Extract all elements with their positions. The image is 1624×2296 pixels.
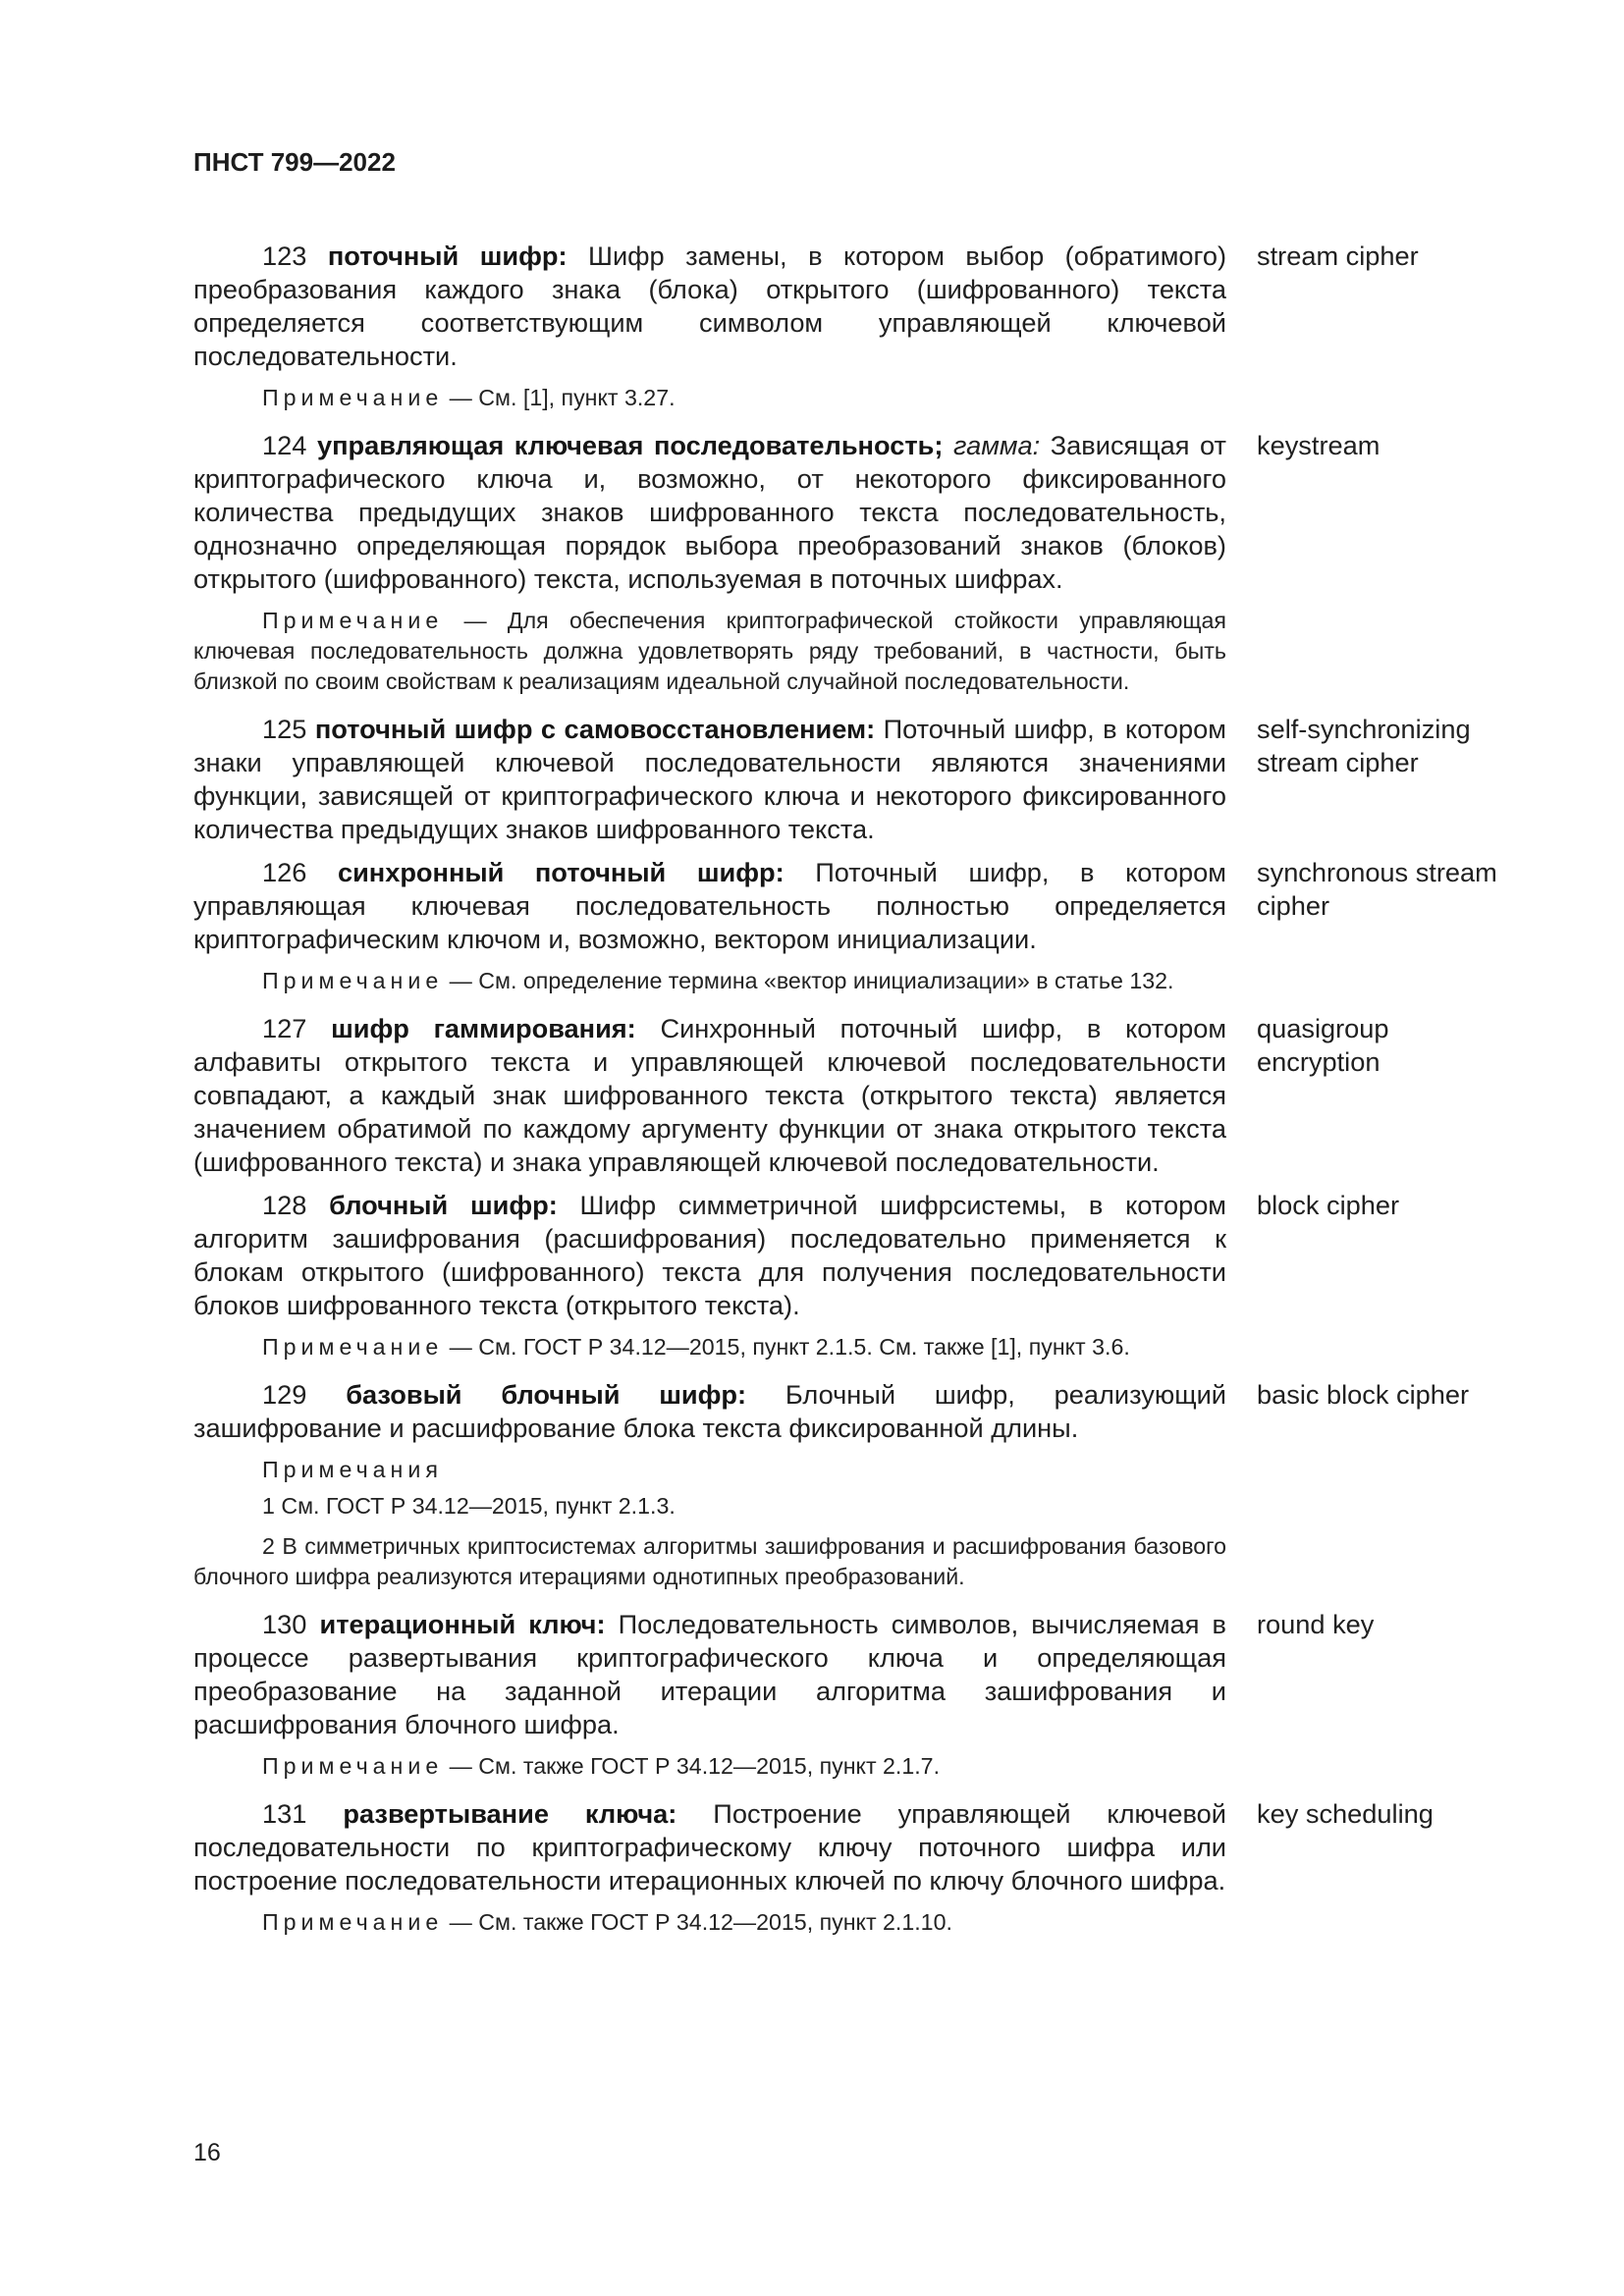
note-text: — См. ГОСТ Р 34.12—2015, пункт 2.1.5. См. также [1], пункт 3.6. bbox=[449, 1334, 1130, 1360]
term-name: поточный шифр: bbox=[327, 240, 568, 271]
english-equivalent: stream cipher bbox=[1257, 240, 1419, 271]
term-entry-125 bbox=[193, 713, 1509, 846]
term-name: блочный шифр: bbox=[329, 1190, 558, 1220]
english-equivalent: basic block cipher bbox=[1257, 1379, 1470, 1410]
term-note-126 bbox=[193, 966, 1226, 996]
term-note-131 bbox=[193, 1907, 1226, 1938]
term-number: 124 bbox=[262, 430, 307, 460]
term-name: базовый блочный шифр: bbox=[346, 1379, 747, 1410]
term-number: 123 bbox=[262, 240, 307, 271]
note-text: — См. [1], пункт 3.27. bbox=[449, 385, 676, 410]
note-text: — См. также ГОСТ Р 34.12—2015, пункт 2.1.10. bbox=[449, 1909, 952, 1935]
definition-text: Поточный шифр, в котором управляющая ключевая последовательность полностью определяется криптографическим ключом и, возможно, вектором инициализации. bbox=[193, 857, 1226, 954]
definition-text: Шифр замены, в котором выбор (обратимого) преобразования каждого знака (блока) открытого (шифрованного) текста определяется соответствующим символом управляющей ключевой последовательности. bbox=[193, 240, 1226, 371]
term-name: синхронный поточный шифр: bbox=[337, 857, 785, 887]
note-text: — См. также ГОСТ Р 34.12—2015, пункт 2.1.7. bbox=[449, 1753, 941, 1779]
term-name: управляющая ключевая последовательность; bbox=[316, 430, 944, 460]
term-name: итерационный ключ: bbox=[319, 1609, 606, 1639]
notes-heading bbox=[193, 1455, 1226, 1485]
definition-text: Последовательность символов, вычисляемая в процессе развертывания криптографического ключа и определяющая преобразование на заданной итерации алгоритма зашифрования и расшифрования блочного шифра. bbox=[193, 1609, 1226, 1739]
note-text: — Для обеспечения криптографической стойкости управляющая ключевая последовательность должна удовлетворять ряду требований, в частности, быть близкой по своим свойствам к реализациям идеальной случайной последовательности. bbox=[193, 608, 1226, 694]
term-note-129-1: 1 См. ГОСТ Р 34.12—2015, пункт 2.1.3. bbox=[262, 1493, 676, 1519]
definition-text: Синхронный поточный шифр, в котором алфавиты открытого текста и управляющей ключевой последовательности совпадают, а каждый знак шифрованного текста (открытого текста) является значением обратимой по каждому аргументу функции от знака открытого текста (шифрованного текста) и знака управляющей ключевой последовательности. bbox=[193, 1013, 1227, 1177]
note-label: Примечание bbox=[262, 968, 444, 993]
term-definition bbox=[193, 240, 1226, 373]
note-label: Примечание bbox=[262, 1753, 444, 1779]
term-definition bbox=[193, 713, 1226, 846]
term-number: 125 bbox=[262, 714, 307, 744]
term-number: 126 bbox=[262, 857, 307, 887]
term-number: 128 bbox=[262, 1190, 307, 1220]
term-note-130 bbox=[193, 1751, 1226, 1782]
term-name: шифр гаммирования: bbox=[331, 1013, 636, 1043]
note-label: Примечание bbox=[262, 1909, 444, 1935]
term-number: 131 bbox=[262, 1798, 307, 1829]
term-definition bbox=[193, 1797, 1226, 1897]
page-number: 16 bbox=[193, 2139, 221, 2166]
note-label: Примечание bbox=[262, 608, 444, 633]
term-note-128 bbox=[193, 1332, 1226, 1362]
term-note-129-2: 2 В симметричных криптосистемах алгоритмы зашифрования и расшифрования базового блочного шифра реализуются итерациями однотипных преобразований. bbox=[193, 1533, 1226, 1589]
definition-text: Построение управляющей ключевой последовательности по криптографическому ключу поточного шифра или построение последовательности итерационных ключей по ключу блочного шифра. bbox=[193, 1798, 1226, 1896]
term-definition bbox=[193, 1012, 1226, 1179]
term-entry-124 bbox=[193, 429, 1509, 596]
english-equivalent: block cipher bbox=[1257, 1190, 1400, 1220]
definition-text: Зависящая от криптографического ключа и, возможно, от некоторого фиксированного количества предыдущих знаков шифрованного текста последовательность, однозначно определяющая порядок выбора преобразований знаков (блоков) открытого (шифрованного) текста, используемая в поточных шифрах. bbox=[193, 430, 1227, 594]
definition-text: Блочный шифр, реализующий зашифрование и расшифрование блока текста фиксированной длины. bbox=[193, 1379, 1226, 1443]
term-entry-123 bbox=[193, 240, 1509, 373]
term-definition bbox=[193, 1608, 1226, 1741]
term-entry-127 bbox=[193, 1012, 1509, 1179]
definition-text: Поточный шифр, в котором знаки управляющей ключевой последовательности являются значениями функции, зависящей от криптографического ключа и некоторого фиксированного количества предыдущих знаков шифрованного текста. bbox=[193, 714, 1226, 844]
term-synonym: гамма: bbox=[953, 430, 1041, 460]
english-equivalent: quasigroup encryption bbox=[1257, 1013, 1389, 1077]
term-entry-131 bbox=[193, 1797, 1509, 1897]
term-name: поточный шифр с самовосстановлением: bbox=[314, 714, 876, 744]
note-label: Примечание bbox=[262, 385, 444, 410]
note-text: — См. определение термина «вектор инициализации» в статье 132. bbox=[449, 968, 1174, 993]
note-label: Примечание bbox=[262, 1334, 444, 1360]
term-number: 127 bbox=[262, 1013, 307, 1043]
term-definition bbox=[193, 1378, 1226, 1445]
notes-label: Примечания bbox=[262, 1457, 443, 1482]
definition-text: Шифр симметричной шифрсистемы, в котором алгоритм зашифрования (расшифрования) последовательно применяется к блокам открытого (шифрованного) текста для получения последовательности блоков шифрованного текста (открытого текста). bbox=[193, 1190, 1227, 1320]
term-definition bbox=[193, 856, 1226, 956]
term-entry-129 bbox=[193, 1378, 1509, 1445]
term-note-124 bbox=[193, 606, 1226, 697]
english-equivalent: synchronous stream cipher bbox=[1257, 857, 1497, 921]
term-number: 130 bbox=[262, 1609, 307, 1639]
document-code: ПНСТ 799—2022 bbox=[193, 147, 396, 177]
terms-list bbox=[193, 240, 1509, 1953]
term-entry-126 bbox=[193, 856, 1509, 956]
term-note-123 bbox=[193, 383, 1226, 413]
english-equivalent: round key bbox=[1257, 1609, 1375, 1639]
term-definition bbox=[193, 1189, 1226, 1322]
term-entry-130 bbox=[193, 1608, 1509, 1741]
english-equivalent: keystream bbox=[1257, 430, 1380, 460]
term-number: 129 bbox=[262, 1379, 307, 1410]
english-equivalent: self-synchronizing stream cipher bbox=[1257, 714, 1471, 777]
english-equivalent: key scheduling bbox=[1257, 1798, 1434, 1829]
term-definition bbox=[193, 429, 1226, 596]
term-name: развертывание ключа: bbox=[343, 1798, 677, 1829]
term-entry-128 bbox=[193, 1189, 1509, 1322]
